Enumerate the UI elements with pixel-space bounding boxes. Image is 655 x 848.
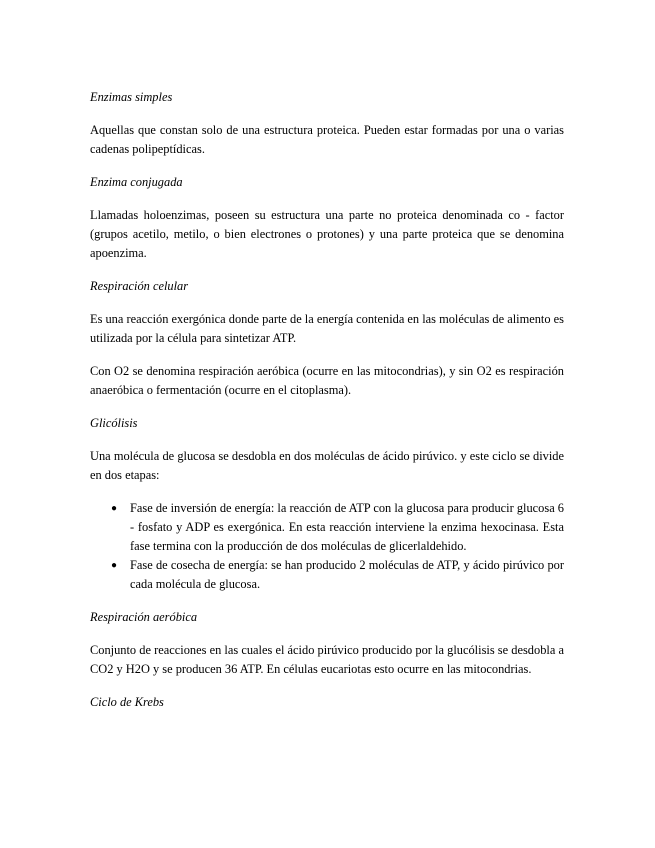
list-item bbox=[90, 499, 564, 556]
document-page bbox=[90, 88, 564, 726]
paragraph: Conjunto de reacciones en las cuales el ácido pirúvico producido por la glucólisis se desdobla a CO2 y H2O y se producen 36 ATP. En células eucariotas esto ocurre en las mitocondrias. bbox=[90, 643, 564, 676]
section-heading: Enzima conjugada bbox=[90, 175, 183, 189]
paragraph: Con O2 se denomina respiración aeróbica (ocurre en las mitocondrias), y sin O2 es respiración anaeróbica o fermentación (ocurre en el citoplasma). bbox=[90, 364, 564, 397]
section-heading: Enzimas simples bbox=[90, 90, 173, 104]
list-item-text: Fase de cosecha de energía: se han producido 2 moléculas de ATP, y ácido pirúvico por cada molécula de glucosa. bbox=[130, 558, 564, 591]
section-heading: Glicólisis bbox=[90, 416, 138, 430]
paragraph: Una molécula de glucosa se desdobla en dos moléculas de ácido pirúvico. y este ciclo se divide en dos etapas: bbox=[90, 449, 564, 482]
section-heading: Ciclo de Krebs bbox=[90, 695, 164, 709]
bullet-icon: ● bbox=[111, 503, 118, 514]
paragraph: Es una reacción exergónica donde parte de la energía contenida en las moléculas de alimento es utilizada por la célula para sintetizar ATP. bbox=[90, 312, 564, 345]
bullet-list bbox=[90, 499, 564, 594]
list-item bbox=[90, 556, 564, 594]
section-heading: Respiración celular bbox=[90, 279, 189, 293]
paragraph: Llamadas holoenzimas, poseen su estructura una parte no proteica denominada co - factor (grupos acetilo, metilo, o bien electrones o protones) y una parte proteica que se denomina apoenzima. bbox=[90, 208, 564, 260]
bullet-icon: ● bbox=[111, 560, 118, 571]
paragraph: Aquellas que constan solo de una estructura proteica. Pueden estar formadas por una o varias cadenas polipeptídicas. bbox=[90, 123, 564, 156]
list-item-text: Fase de inversión de energía: la reacción de ATP con la glucosa para producir glucosa 6 - fosfato y ADP es exergónica. En esta reacción interviene la enzima hexocinasa. Esta fase termina con la producción de dos moléculas de glicerlaldehido. bbox=[130, 501, 564, 553]
section-heading: Respiración aeróbica bbox=[90, 610, 198, 624]
